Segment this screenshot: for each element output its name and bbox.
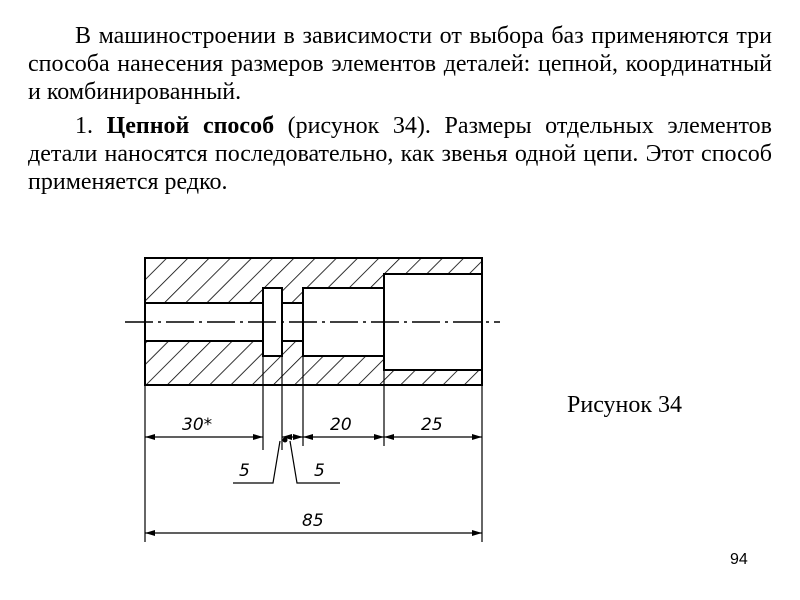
page-number: 94: [730, 551, 748, 568]
dim-text-20: 20: [330, 415, 352, 435]
list-number: 1.: [75, 113, 107, 139]
dim-text-25: 25: [421, 415, 443, 435]
dim-text-85: 85: [302, 511, 324, 531]
dim-text-5-left: 5: [239, 461, 250, 481]
hatched-wall-top: [145, 258, 482, 303]
term-chain-method: Цепной способ: [106, 113, 275, 139]
paragraph-intro: В машиностроении в зависимости от выбора баз применяются три способа нанесения размеров элементов деталей: цепной, координатный и комбинированный.: [28, 23, 772, 105]
dim-text-30: 30*: [182, 415, 213, 435]
dim-text-5-right: 5: [314, 461, 325, 481]
groove-dot: [283, 438, 288, 443]
paragraph-chain-method-text: (рисунок 34). Размеры отдельных элементов детали наносятся последовательно, как звенья одной цепи. Этот способ применяется редко.: [28, 113, 773, 195]
figure-caption: Рисунок 34: [567, 392, 683, 418]
hatched-wall-bottom: [145, 341, 482, 385]
